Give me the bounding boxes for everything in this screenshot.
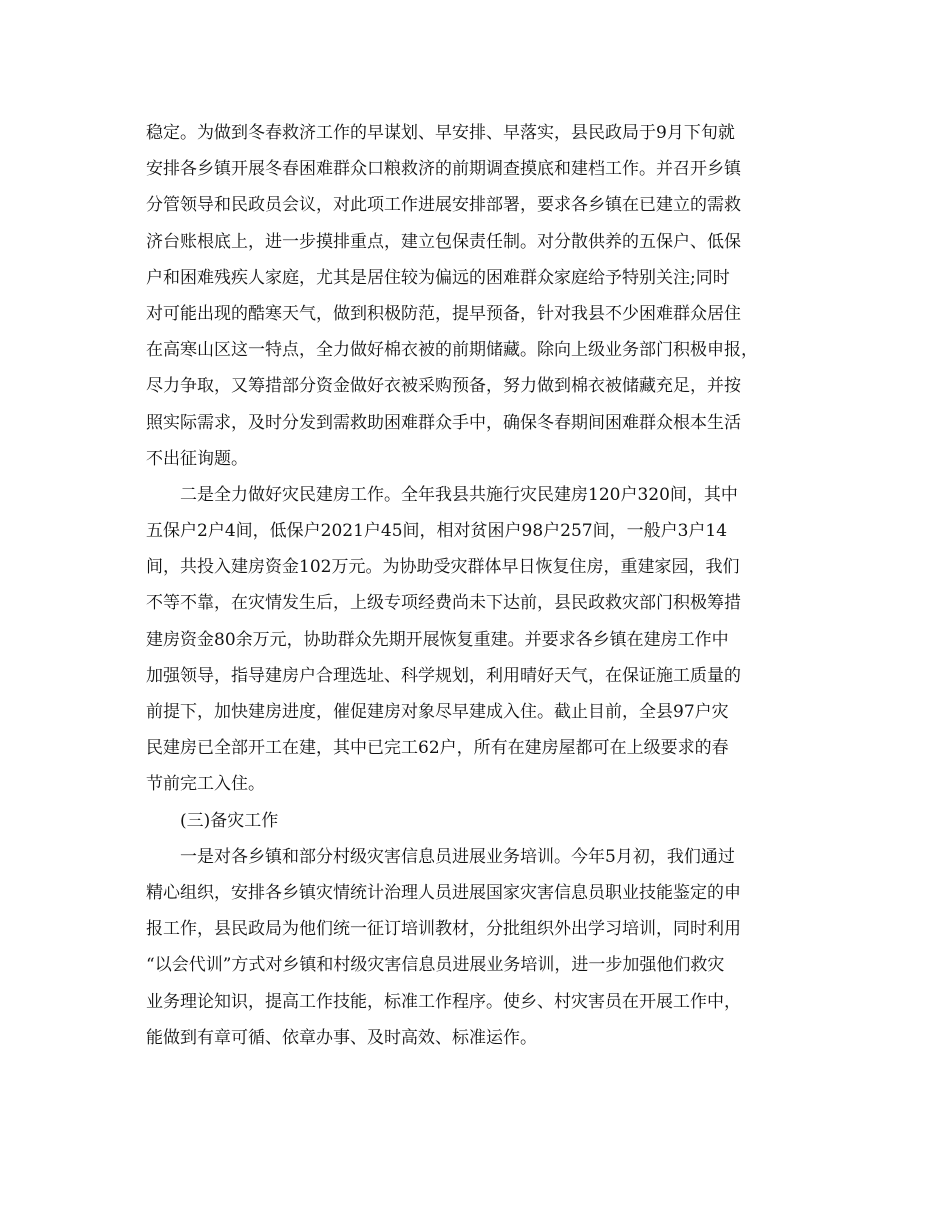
- text-line: 分管领导和民政员会议，对此项工作进展安排部署，要求各乡镇在已建立的需救: [146, 195, 741, 216]
- text-line: 不出征询题。: [146, 448, 248, 469]
- text-line: “以会代训”方式对乡镇和村级灾害信息员进展业务培训，进一步加强他们救灾: [146, 955, 725, 976]
- text-line: 加强领导，指导建房户合理选址、科学规划，利用晴好天气，在保证施工质量的: [146, 665, 741, 686]
- text-line: 在高寒山区这一特点，全力做好棉衣被的前期储藏。除向上级业务部门积极申报，: [146, 340, 758, 361]
- text-line: 济台账根底上，进一步摸排重点，建立包保责任制。对分散供养的五保户、低保: [146, 231, 741, 252]
- text-line: 民建房已全部开工在建，其中已完工62户，所有在建房屋都可在上级要求的春: [146, 738, 729, 759]
- text-line: 建房资金80余万元，协助群众先期开展恢复重建。并要求各乡镇在建房工作中: [146, 629, 729, 650]
- text-line: 能做到有章可循、依章办事、及时高效、标准运作。: [146, 1027, 537, 1048]
- text-line: 对可能出现的酷寒天气，做到积极防范，提早预备，针对我县不少困难群众居住: [146, 303, 741, 324]
- paragraph-start-line: 二是全力做好灾民建房工作。全年我县共施行灾民建房120户320间，其中: [180, 484, 738, 505]
- text-line: 不等不靠，在灾情发生后，上级专项经费尚未下达前，县民政救灾部门积极筹措: [146, 593, 741, 614]
- text-line: 间，共投入建房资金102万元。为协助受灾群体早日恢复住房，重建家园，我们: [146, 557, 740, 578]
- section-heading: (三)备灾工作: [180, 810, 279, 831]
- text-line: 稳定。为做到冬春救济工作的早谋划、早安排、早落实，县民政局于9月下旬就: [146, 123, 735, 143]
- text-line: 报工作，县民政局为他们统一征订培训教材，分批组织外出学习培训，同时利用: [146, 919, 741, 940]
- text-line: 精心组织，安排各乡镇灾情统计治理人员进展国家灾害信息员职业技能鉴定的申: [146, 882, 741, 903]
- text-line: 前提下，加快建房进度，催促建房对象尽早建成入住。截止目前，全县97户灾: [146, 702, 729, 722]
- text-line: 业务理论知识，提高工作技能，标准工作程序。使乡、村灾害员在开展工作中，: [146, 991, 741, 1012]
- text-line: 尽力争取，又筹措部分资金做好衣被采购预备，努力做到棉衣被储藏充足，并按: [146, 376, 741, 397]
- text-line: 安排各乡镇开展冬春困难群众口粮救济的前期调查摸底和建档工作。并召开乡镇: [146, 159, 741, 180]
- paragraph-start-line: 一是对各乡镇和部分村级灾害信息员进展业务培训。今年5月初，我们通过: [180, 846, 735, 867]
- text-line: 节前完工入住。: [146, 774, 265, 795]
- text-line: 户和困难残疾人家庭，尤其是居住较为偏远的困难群众家庭给予特别关注;同时: [146, 267, 730, 288]
- text-line: 五保户2户4间，低保户2021户45间，相对贫困户98户257间，一般户3户14: [146, 521, 728, 542]
- text-line: 照实际需求，及时分发到需救助困难群众手中，确保冬春期间困难群众根本生活: [146, 412, 741, 433]
- body-text: [146, 115, 806, 1056]
